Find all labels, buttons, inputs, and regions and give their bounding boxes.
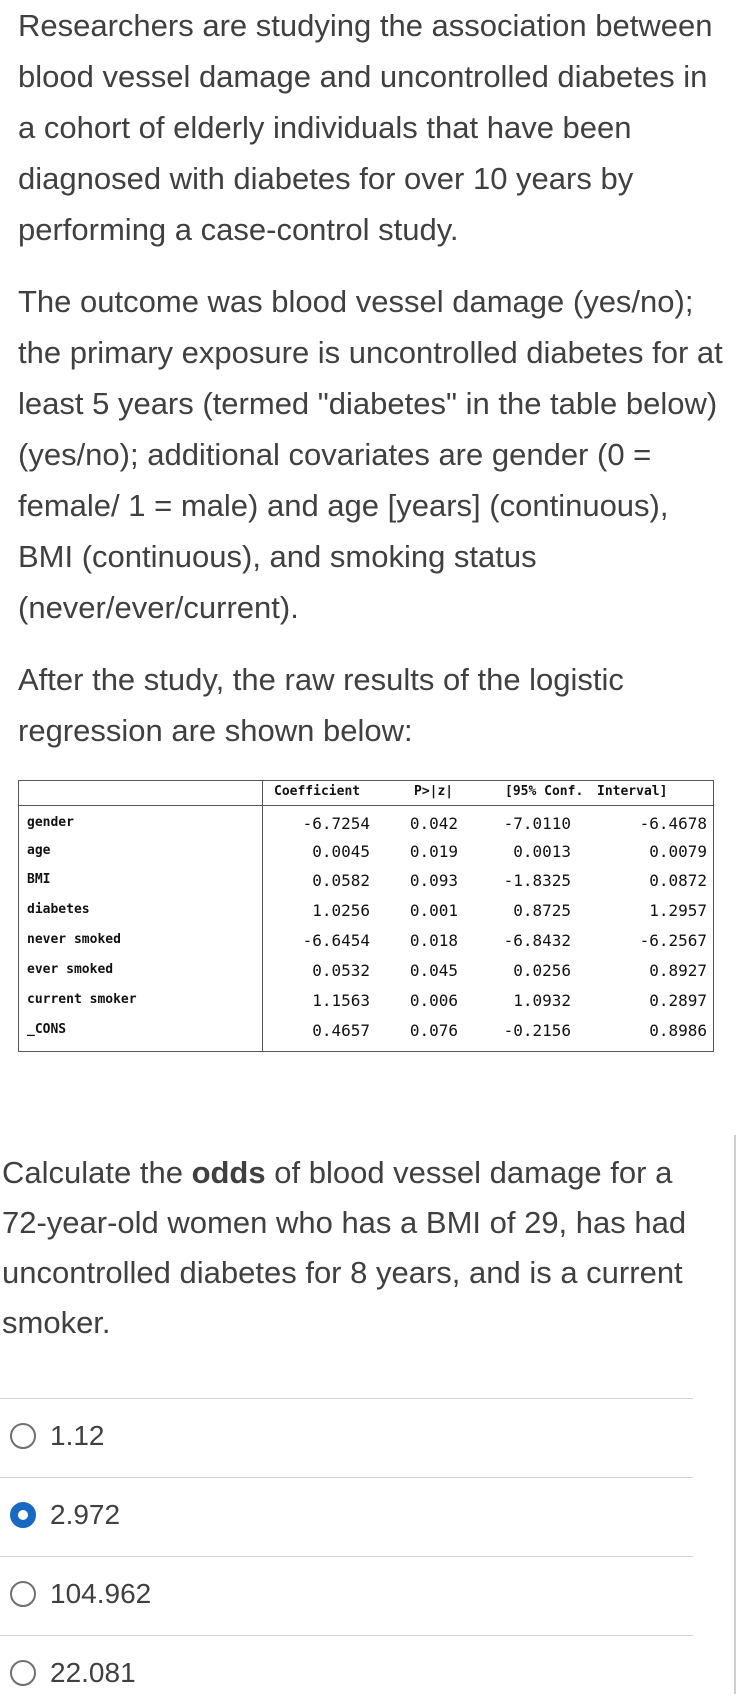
question-emphasis: odds bbox=[191, 1155, 266, 1190]
ci-low-value: 0.0256 bbox=[513, 961, 571, 980]
table-row bbox=[19, 1020, 713, 1050]
option-label: 104.962 bbox=[50, 1578, 152, 1609]
coefficient-value: 0.0532 bbox=[312, 961, 370, 980]
ci-low-value: -6.8432 bbox=[503, 931, 571, 950]
ci-high-value: 0.8927 bbox=[649, 961, 707, 980]
ci-high-value: 1.2957 bbox=[649, 901, 707, 920]
question-text bbox=[2, 1148, 702, 1348]
p-value: 0.045 bbox=[409, 961, 458, 980]
header-coefficient: Coefficient bbox=[274, 784, 361, 799]
row-label: gender bbox=[27, 815, 74, 830]
coefficient-value: 1.1563 bbox=[312, 991, 370, 1010]
option-divider bbox=[0, 1556, 693, 1557]
ci-low-value: 0.0013 bbox=[513, 842, 571, 861]
ci-high-value: 0.8986 bbox=[649, 1021, 707, 1040]
option-label: 2.972 bbox=[50, 1499, 121, 1530]
option-divider bbox=[0, 1398, 693, 1399]
row-label: diabetes bbox=[27, 902, 90, 917]
header-ci-low: [95% Conf. bbox=[505, 784, 584, 799]
answer-option-4[interactable] bbox=[10, 1653, 136, 1693]
answer-option-3[interactable] bbox=[10, 1574, 151, 1614]
row-label: current smoker bbox=[27, 992, 137, 1007]
coefficient-value: 0.0582 bbox=[312, 871, 370, 890]
header-p-value: P>|z| bbox=[414, 784, 454, 799]
ci-high-value: 0.0872 bbox=[649, 871, 707, 890]
option-label: 1.12 bbox=[50, 1420, 105, 1451]
option-divider bbox=[0, 1477, 693, 1478]
coefficient-value: 0.4657 bbox=[312, 1021, 370, 1040]
table-row bbox=[19, 813, 713, 843]
table-row bbox=[19, 930, 713, 960]
p-value: 0.042 bbox=[409, 814, 458, 833]
intro-paragraph-1: Researchers are studying the association between blood vessel damage and uncontrolled diabetes in a cohort of elderly individuals that have been diagnosed with diabetes for over 10 years by performing a case-control study. bbox=[18, 8, 713, 247]
row-label: _CONS bbox=[27, 1022, 67, 1037]
intro-paragraph-2: The outcome was blood vessel damage (yes/no); the primary exposure is uncontrolled diabetes for at least 5 years (termed "diabetes" in the table below) (yes/no); additional covariates are gender (0 = female/ 1 = male) and age [years] (continuous), BMI (continuous), and smoking status (never/ever/current). bbox=[18, 284, 723, 625]
p-value: 0.018 bbox=[409, 931, 458, 950]
option-divider bbox=[0, 1635, 693, 1636]
coefficient-value: 1.0256 bbox=[312, 901, 370, 920]
answer-option-1[interactable] bbox=[10, 1416, 105, 1456]
option-label: 22.081 bbox=[50, 1657, 136, 1688]
coefficient-value: -6.7254 bbox=[302, 814, 370, 833]
question-text-end: of blood vessel damage for a 72-year-old women who has a BMI of 29, has had uncontrolled diabetes for 8 years, and is a current smoker. bbox=[2, 1155, 687, 1340]
question-text-start: Calculate the bbox=[2, 1155, 192, 1190]
p-value: 0.019 bbox=[409, 842, 458, 861]
row-label: ever smoked bbox=[27, 962, 114, 977]
table-row bbox=[19, 870, 713, 900]
ci-low-value: 1.0932 bbox=[513, 991, 571, 1010]
ci-high-value: -6.2567 bbox=[639, 931, 707, 950]
answer-option-2[interactable] bbox=[10, 1495, 120, 1535]
row-label: BMI bbox=[27, 872, 51, 887]
header-ci-high: Interval] bbox=[597, 784, 668, 799]
ci-high-value: -6.4678 bbox=[639, 814, 707, 833]
ci-low-value: -7.0110 bbox=[503, 814, 571, 833]
radio-button-icon[interactable] bbox=[10, 1581, 36, 1607]
table-row bbox=[19, 960, 713, 990]
ci-low-value: -0.2156 bbox=[503, 1021, 571, 1040]
radio-button-selected-icon[interactable] bbox=[10, 1502, 36, 1528]
table-row bbox=[19, 841, 713, 871]
coefficient-value: -6.6454 bbox=[302, 931, 370, 950]
ci-low-value: 0.8725 bbox=[513, 901, 571, 920]
row-label: age bbox=[27, 843, 51, 858]
table-header-divider bbox=[19, 805, 713, 806]
regression-table bbox=[18, 780, 714, 1052]
p-value: 0.006 bbox=[409, 991, 458, 1010]
row-label: never smoked bbox=[27, 932, 121, 947]
table-row bbox=[19, 900, 713, 930]
ci-high-value: 0.0079 bbox=[649, 842, 707, 861]
radio-button-icon[interactable] bbox=[10, 1423, 36, 1449]
radio-button-icon[interactable] bbox=[10, 1660, 36, 1686]
scroll-divider bbox=[734, 1135, 736, 1694]
ci-high-value: 0.2897 bbox=[649, 991, 707, 1010]
coefficient-value: 0.0045 bbox=[312, 842, 370, 861]
p-value: 0.093 bbox=[409, 871, 458, 890]
table-row bbox=[19, 990, 713, 1020]
p-value: 0.001 bbox=[409, 901, 458, 920]
intro-paragraph-3: After the study, the raw results of the logistic regression are shown below: bbox=[18, 662, 624, 748]
p-value: 0.076 bbox=[409, 1021, 458, 1040]
ci-low-value: -1.8325 bbox=[503, 871, 571, 890]
